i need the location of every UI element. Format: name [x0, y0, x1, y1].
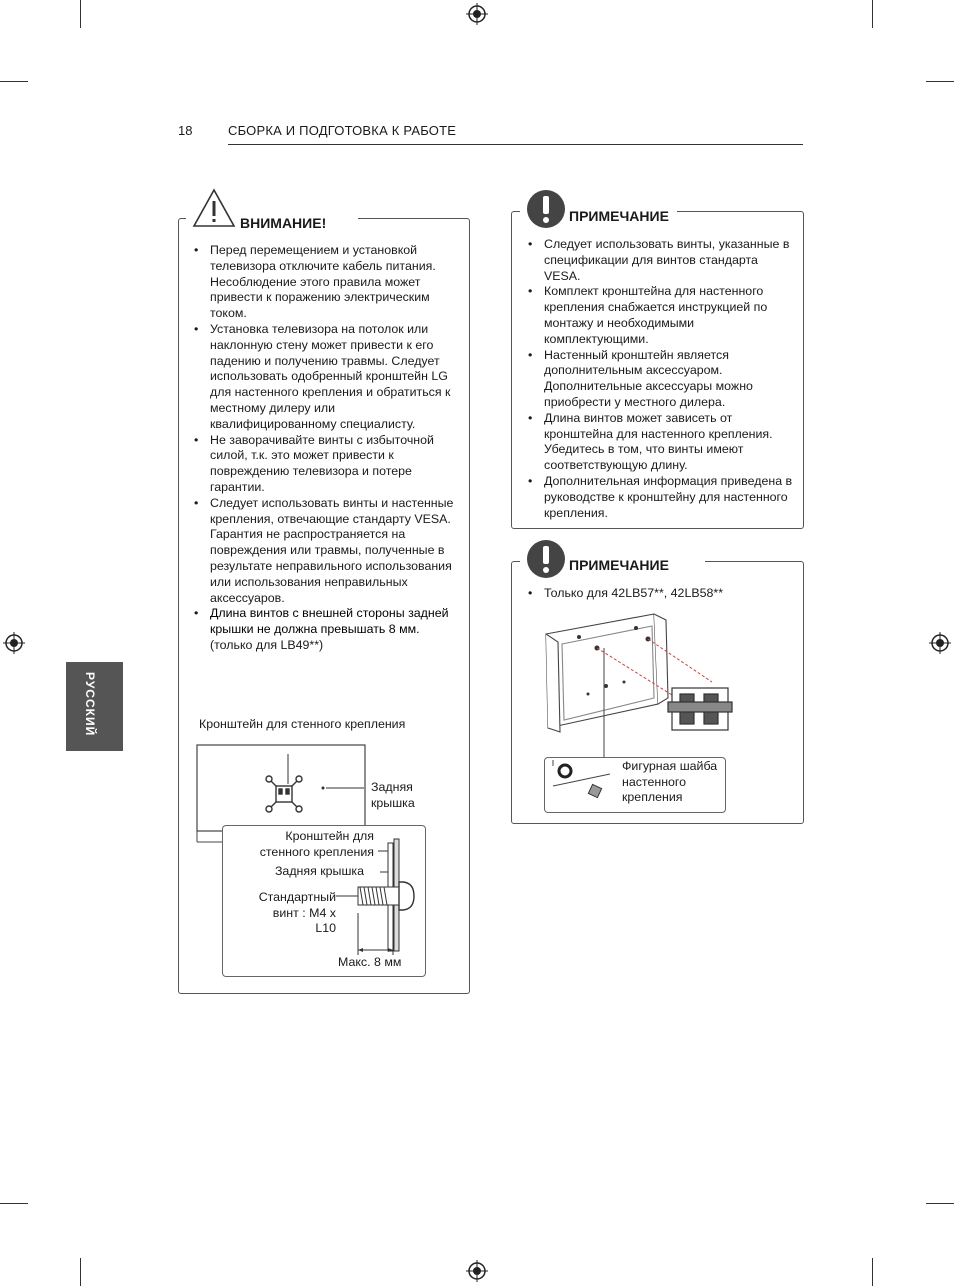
- list-item: • Только для 42LB57**, 42LB58**: [527, 586, 793, 602]
- note-exclamation-icon: [526, 189, 566, 229]
- registration-mark-icon: [3, 632, 25, 654]
- inset-screw-label: Стандартный винт : M4 x L10: [258, 890, 336, 936]
- list-item: [193, 606, 455, 653]
- registration-mark-icon: [929, 632, 951, 654]
- note-2-title: ПРИМЕЧАНИЕ: [569, 557, 669, 573]
- crop-mark: [872, 1258, 873, 1286]
- list-item: • Длина винтов может зависеть от кронштейна для настенного крепления. Убедитесь в том, что винты имеют соответствующую длину.: [527, 411, 793, 474]
- back-cover-label: Задняя крышка: [371, 780, 415, 810]
- caution-list: [193, 243, 455, 654]
- list-item: • Комплект кронштейна для настенного крепления снабжается инструкцией по монтажу и необходимыми комплектующими.: [527, 284, 793, 347]
- wall-mount-illustration: [540, 608, 740, 758]
- section-title: СБОРКА И ПОДГОТОВКА К РАБОТЕ: [228, 123, 457, 138]
- language-tab: [66, 662, 123, 751]
- bracket-label-top: Кронштейн для стенного крепления: [199, 717, 406, 731]
- language-tab-label: РУССКИЙ: [83, 672, 97, 737]
- crop-mark: [872, 0, 873, 28]
- list-item: • Настенный кронштейн является дополнительным аксессуаром. Дополнительные аксессуары можно приобрести у местного дилера.: [527, 348, 793, 411]
- list-item: • Следует использовать винты, указанные в спецификации для винтов стандарта VESA.: [527, 237, 793, 284]
- page-number: 18: [178, 123, 193, 138]
- list-item: • Дополнительная информация приведена в руководстве к кронштейну для настенного крепления.: [527, 474, 793, 521]
- screw-length-warning: Длина винтов с внешней стороны задней крышки не должна превышать 8 мм.: [210, 606, 449, 637]
- crop-mark: [80, 1258, 81, 1286]
- washer-label: Фигурная шайба настенного крепления: [622, 759, 718, 805]
- list-item: • Перед перемещением и установкой телевизора отключите кабель питания. Несоблюдение этого правила может привести к поражению электрическим током.: [193, 243, 455, 322]
- note-exclamation-icon: [526, 539, 566, 579]
- crop-mark: [80, 0, 81, 28]
- warning-triangle-icon: [192, 188, 236, 228]
- screw-cross-section: [336, 835, 422, 960]
- note-1-list: [527, 237, 793, 521]
- list-item: • Установка телевизора на потолок или наклонную стену может привести к его падению и получению травмы. Следует использовать одобренный кронштейн LG для настенного крепления и обратиться к местному дилеру или квалифицированному специалисту.: [193, 322, 455, 433]
- list-item: • Не заворачивайте винты с избыточной силой, т.к. это может привести к повреждению телевизора и потере гарантии.: [193, 433, 455, 496]
- inset-cover-label: Задняя крышка: [274, 864, 364, 878]
- screw-length-note: (только для LB49**): [210, 637, 324, 652]
- registration-mark-icon: [466, 3, 488, 25]
- crop-mark: [0, 81, 28, 82]
- header-rule: [228, 144, 803, 145]
- list-item: • Следует использовать винты и настенные крепления, отвечающие стандарту VESA. Гарантия не распространяется на повреждения или травмы, полученные в результате неправильного использования или использования неправильных аксессуаров.: [193, 496, 455, 607]
- inset-bracket-label: Кронштейн для стенного крепления: [259, 829, 374, 859]
- max-length-label: Макс. 8 мм: [338, 955, 402, 969]
- crop-mark: [926, 81, 954, 82]
- crop-mark: [0, 1203, 28, 1204]
- crop-mark: [926, 1203, 954, 1204]
- washer-icon: [550, 760, 614, 806]
- caution-title: ВНИМАНИЕ!: [240, 215, 327, 231]
- note-2-list: [527, 586, 793, 602]
- registration-mark-icon: [466, 1260, 488, 1282]
- note-1-title: ПРИМЕЧАНИЕ: [569, 208, 669, 224]
